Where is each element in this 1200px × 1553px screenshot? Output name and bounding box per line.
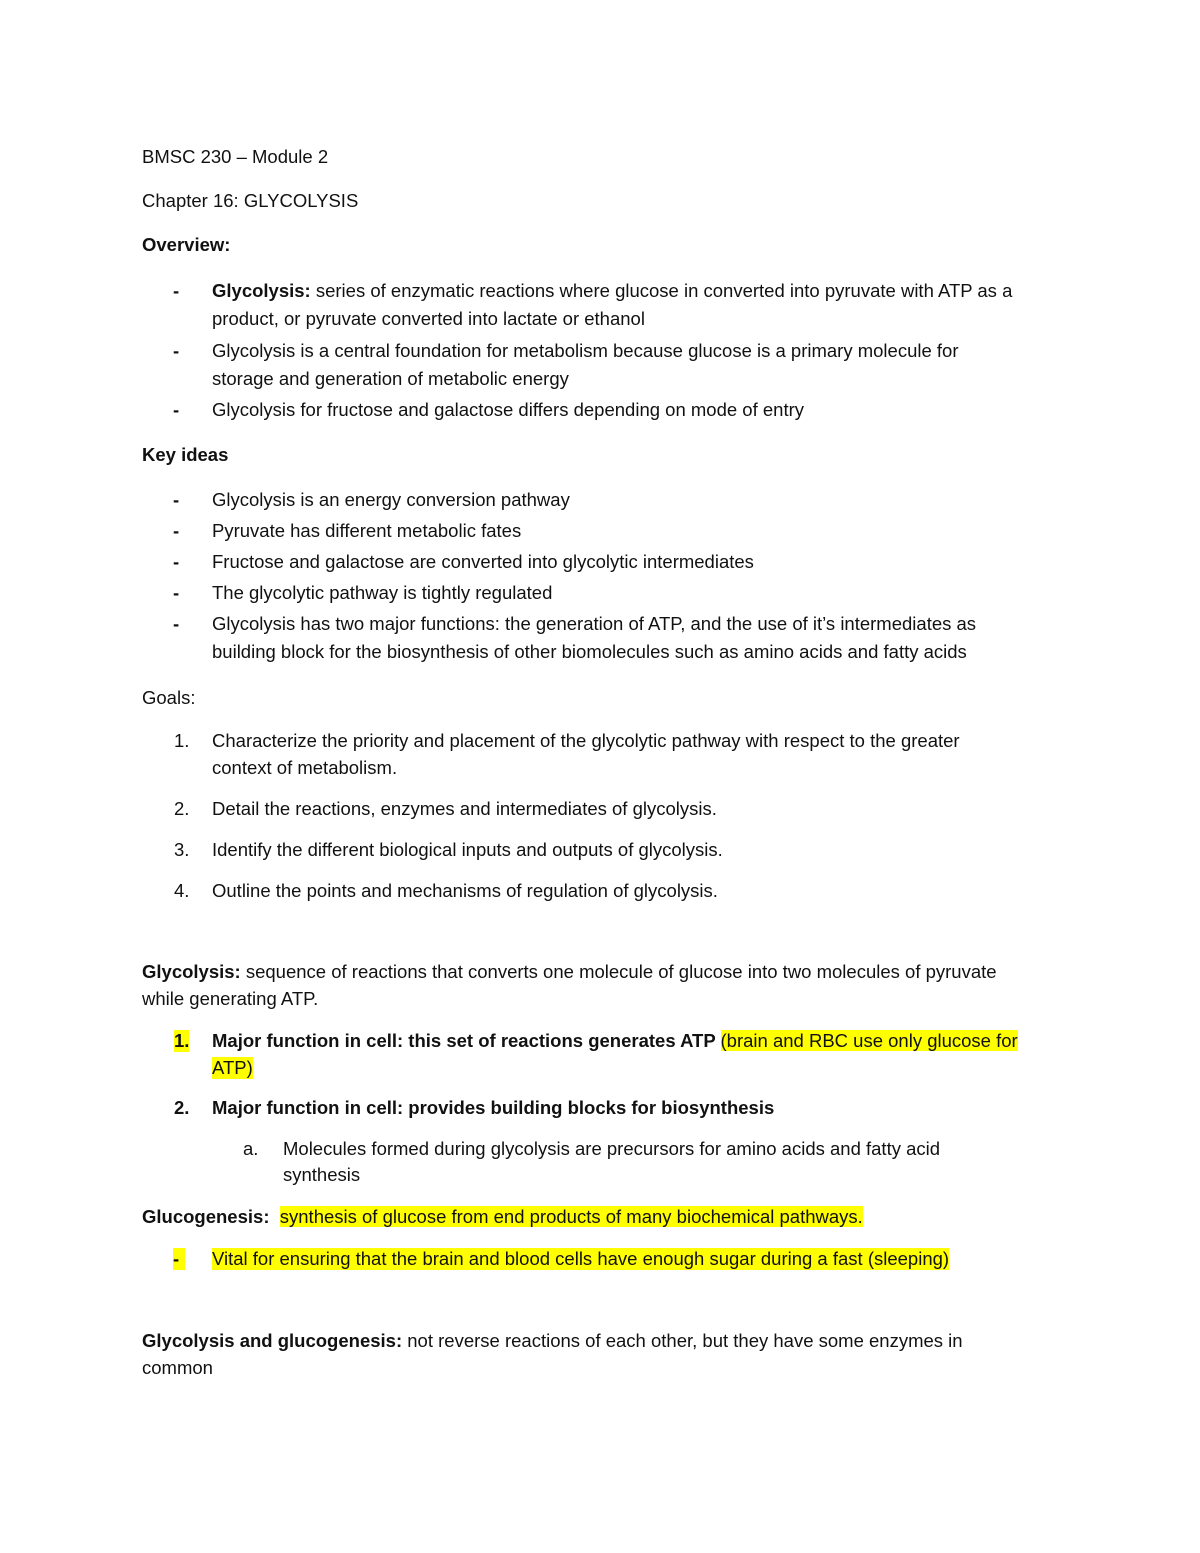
key-idea-2: Pyruvate has different metabolic fates xyxy=(212,520,522,541)
overview-item-1-line1 xyxy=(212,280,1012,302)
key-idea-4: The glycolytic pathway is tightly regulated xyxy=(212,582,553,603)
overview-item-3-line1: Glycolysis for fructose and galactose differs depending on mode of entry xyxy=(212,399,804,420)
bullet-marker: - xyxy=(173,399,180,420)
bullet-marker: - xyxy=(173,340,180,361)
glycolysis-definition-line2: while generating ATP. xyxy=(142,988,319,1009)
function-number: 1. xyxy=(174,1030,190,1051)
function-1-highlight: (brain and RBC use only glucose for xyxy=(720,1030,1018,1051)
function-number: 2. xyxy=(174,1097,190,1118)
overview-item-1-line2: product, or pyruvate converted into lactate or ethanol xyxy=(212,308,645,329)
goal-number: 2. xyxy=(174,798,190,819)
overview-heading: Overview: xyxy=(142,234,231,255)
function-1-line2: ATP) xyxy=(212,1057,253,1078)
key-ideas-heading: Key ideas xyxy=(142,444,229,465)
bullet-marker: - xyxy=(173,613,180,634)
goal-3: Identify the different biological inputs and outputs of glycolysis. xyxy=(212,839,723,860)
function-2-sub-line2: synthesis xyxy=(283,1164,361,1185)
overview-item-2-line2: storage and generation of metabolic energy xyxy=(212,368,569,389)
comparison-text: not reverse reactions of each other, but they have some enzymes in xyxy=(402,1330,963,1351)
course-title: BMSC 230 – Module 2 xyxy=(142,146,329,167)
goal-2: Detail the reactions, enzymes and intermediates of glycolysis. xyxy=(212,798,717,819)
goal-number: 1. xyxy=(174,730,190,751)
glycolysis-term: Glycolysis: xyxy=(212,280,311,301)
glucogenesis-bullet: Vital for ensuring that the brain and blood cells have enough sugar during a fast (sleeping) xyxy=(212,1248,950,1269)
comparison-term: Glycolysis and glucogenesis: xyxy=(142,1330,403,1351)
chapter-title: Chapter 16: GLYCOLYSIS xyxy=(142,190,359,211)
function-1-line1 xyxy=(212,1030,1018,1052)
bullet-marker: - xyxy=(173,551,180,572)
sub-item-letter: a. xyxy=(243,1138,259,1159)
glucogenesis-definition-text: synthesis of glucose from end products of many biochemical pathways. xyxy=(279,1206,863,1227)
comparison-line2: common xyxy=(142,1357,213,1378)
comparison-line1 xyxy=(142,1330,963,1352)
bullet-marker: - xyxy=(173,1248,185,1270)
function-2-sub-line1: Molecules formed during glycolysis are precursors for amino acids and fatty acid xyxy=(283,1138,941,1159)
goal-number: 4. xyxy=(174,880,190,901)
bullet-marker: - xyxy=(173,520,180,541)
goal-number: 3. xyxy=(174,839,190,860)
function-1-bold: Major function in cell: this set of reactions generates ATP xyxy=(212,1030,721,1051)
key-idea-5-line2: building block for the biosynthesis of other biomolecules such as amino acids and fatty acids xyxy=(212,641,967,662)
goal-1-line2: context of metabolism. xyxy=(212,757,398,778)
function-2: Major function in cell: provides building blocks for biosynthesis xyxy=(212,1097,775,1118)
goals-heading: Goals: xyxy=(142,687,196,708)
bullet-marker: - xyxy=(173,280,180,301)
key-idea-3: Fructose and galactose are converted into glycolytic intermediates xyxy=(212,551,754,572)
glycolysis-term: Glycolysis: xyxy=(142,961,241,982)
goal-1-line1: Characterize the priority and placement of the glycolytic pathway with respect to the greater xyxy=(212,730,960,751)
glucogenesis-term: Glucogenesis: xyxy=(142,1206,270,1227)
glycolysis-definition-line1 xyxy=(142,961,997,983)
glycolysis-definition-text: sequence of reactions that converts one molecule of glucose into two molecules of pyruvate xyxy=(240,961,997,982)
bullet-marker: - xyxy=(173,582,180,603)
overview-item-1-text: series of enzymatic reactions where glucose in converted into pyruvate with ATP as a xyxy=(310,280,1013,301)
key-idea-1: Glycolysis is an energy conversion pathway xyxy=(212,489,570,510)
overview-item-2-line1: Glycolysis is a central foundation for metabolism because glucose is a primary molecule for xyxy=(212,340,959,361)
bullet-marker: - xyxy=(173,489,180,510)
key-idea-5-line1: Glycolysis has two major functions: the generation of ATP, and the use of it’s intermediates as xyxy=(212,613,977,634)
goal-4: Outline the points and mechanisms of regulation of glycolysis. xyxy=(212,880,718,901)
glucogenesis-definition xyxy=(142,1206,863,1228)
